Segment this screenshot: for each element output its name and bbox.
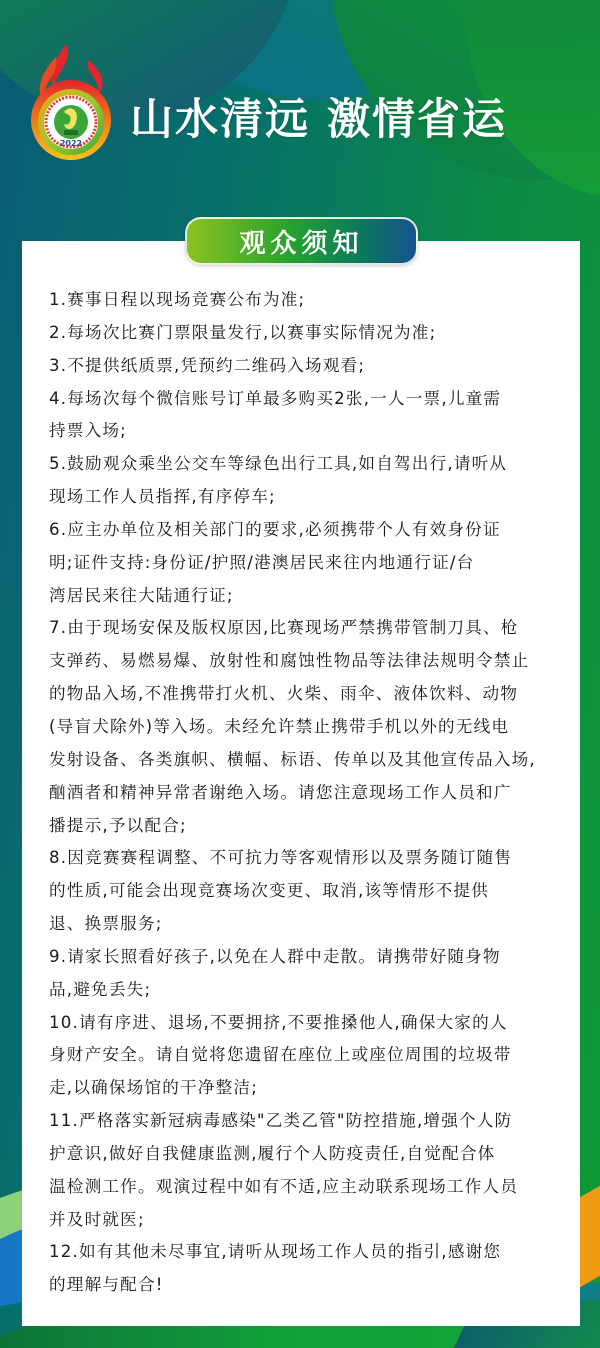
rule-text: 明;证件支持:身份证/护照/港澳居民来往内地通行证/台 <box>49 552 475 572</box>
rule-item <box>49 383 564 449</box>
rule-text: 酗酒者和精神异常者谢绝入场。请您注意现场工作人员和广 <box>49 782 512 802</box>
rule-text: 的性质,可能会出现竞赛场次变更、取消,该等情形不提供 <box>49 881 489 901</box>
notice-badge-label: 观众须知 <box>239 228 364 259</box>
rule-text: 品,避免丢失; <box>49 979 152 999</box>
rule-text: 的理解与配合! <box>49 1275 164 1295</box>
rule-text: 8.因竞赛赛程调整、不可抗力等客观情形以及票务随订随售 <box>49 848 513 868</box>
rule-text: 9.请家长照看好孩子,以免在人群中走散。请携带好随身物 <box>49 946 501 966</box>
rule-text: 走,以确保场馆的干净整洁; <box>49 1078 258 1098</box>
svg-text:2022: 2022 <box>59 139 83 148</box>
rule-text: 发射设备、各类旗帜、横幅、标语、传单以及其他宣传品入场, <box>49 749 536 769</box>
rule-item <box>49 842 564 941</box>
rule-text: 温检测工作。观演过程中如有不适,应主动联系现场工作人员 <box>49 1176 519 1196</box>
rule-item <box>49 448 564 514</box>
rule-text: 湾居民来往大陆通行证; <box>49 585 234 605</box>
rule-item <box>49 1007 564 1106</box>
rules-list <box>49 284 564 1302</box>
rule-text: 3.不提供纸质票,凭预约二维码入场观看; <box>49 355 366 375</box>
rule-text: 的物品入场,不准携带打火机、火柴、雨伞、液体饮料、动物 <box>49 684 519 704</box>
rule-text: 10.请有序进、退场,不要拥挤,不要推搡他人,确保大家的人 <box>49 1012 508 1032</box>
rule-text: 5.鼓励观众乘坐公交车等绿色出行工具,如自驾出行,请听从 <box>49 454 508 474</box>
rule-item <box>49 284 564 317</box>
rule-text: 现场工作人员指挥,有序停车; <box>49 487 276 507</box>
rule-text: 退、换票服务; <box>49 914 163 934</box>
rule-item <box>49 350 564 383</box>
rule-item <box>49 612 564 842</box>
rule-item <box>49 1236 564 1302</box>
rule-text: 7.由于现场安保及版权原因,比赛现场严禁携带管制刀具、枪 <box>49 618 519 638</box>
rule-item <box>49 514 564 613</box>
rule-text: 播提示,予以配合; <box>49 815 187 835</box>
rule-item <box>49 1105 564 1236</box>
rule-text: 并及时就医; <box>49 1209 145 1229</box>
games-logo-flame-icon <box>26 42 116 162</box>
rule-text: 身财产安全。请自觉将您遗留在座位上或座位周围的垃圾带 <box>49 1045 512 1065</box>
rule-text: 护意识,做好自我健康监测,履行个人防疫责任,自觉配合体 <box>49 1143 496 1163</box>
rule-item <box>49 317 564 350</box>
rule-text: 4.每场次每个微信账号订单最多购买2张,一人一票,儿童需 <box>49 388 502 408</box>
rule-text: (导盲犬除外)等入场。未经允许禁止携带手机以外的无线电 <box>49 716 510 736</box>
page-title: 山水清远 激情省运 <box>130 95 507 145</box>
rule-text: 2.每场次比赛门票限量发行,以赛事实际情况为准; <box>49 322 437 342</box>
rule-text: 6.应主办单位及相关部门的要求,必须携带个人有效身份证 <box>49 519 501 539</box>
rule-text: 支弹药、易燃易爆、放射性和腐蚀性物品等法律法规明令禁止 <box>49 651 530 671</box>
rule-text: 12.如有其他未尽事宜,请听从现场工作人员的指引,感谢您 <box>49 1242 502 1262</box>
notice-badge <box>185 217 418 265</box>
rule-text: 持票入场; <box>49 421 127 441</box>
rule-text: 11.严格落实新冠病毒感染"乙类乙管"防控措施,增强个人防 <box>49 1111 513 1131</box>
rule-item <box>49 941 564 1007</box>
rule-text: 1.赛事日程以现场竞赛公布为准; <box>49 290 306 309</box>
